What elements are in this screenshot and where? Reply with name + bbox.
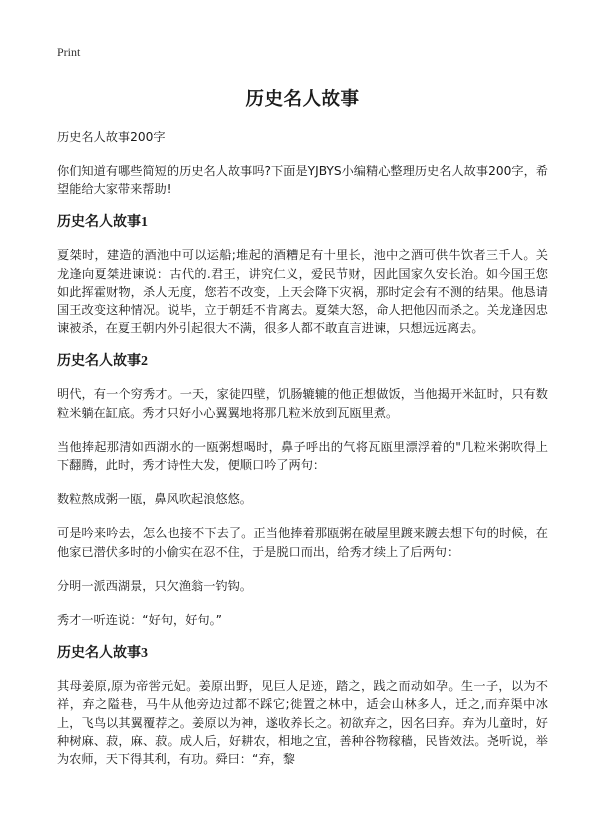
section-heading-3: 历史名人故事3 [57, 646, 148, 662]
poem-line-1: 数粒熬成粥一瓯，鼻风吹起浪悠悠。 [57, 492, 252, 507]
section-2-paragraph-1: 明代，有一个穷秀才。一天，家徒四壁，饥肠辘辘的他正想做饭，当他揭开米缸时，只有数粒米躺在缸底。秀才只好小心翼翼地将那几粒米放到瓦瓯里煮。 [57, 387, 548, 420]
section-heading-2: 历史名人故事2 [57, 354, 148, 370]
poem-line-2: 分明一派西湖景，只欠渔翁一钓钩。 [57, 578, 252, 593]
intro-paragraph: 你们知道有哪些简短的历史名人故事吗?下面是YJBYS小编精心整理历史名人故事200字，希望能给大家带来帮助! [57, 164, 548, 197]
document-title: 历史名人故事 [245, 89, 360, 110]
section-2-paragraph-6: 秀才一听连说：“好句，好句。” [57, 613, 222, 628]
document-subtitle: 历史名人故事200字 [57, 130, 166, 144]
section-2-paragraph-4: 可是吟来吟去，怎么也接不下去了。正当他捧着那瓯粥在破屋里踱来踱去想下句的时候，在他家已潜伏多时的小偷实在忍不住，于是脱口而出，给秀才续上了后两句： [57, 526, 548, 559]
print-link[interactable]: Print [57, 45, 81, 59]
section-heading-1: 历史名人故事1 [57, 215, 148, 231]
section-3-paragraph-1: 其母姜原,原为帝喾元妃。姜原出野，见巨人足迹，踏之，践之而动如孕。生一子，以为不祥，弃之隘巷，马牛从他旁边过都不踩它;徙置之林中，适会山林多人，迁之,而弃渠中冰上，飞鸟以其翼覆荐之。姜原以为神，遂收养长之。初欲弃之，因名曰弃。弃为儿童时，好种树麻、菽，麻、菽。成人后，好耕农，相地之宜，善种谷物稼穑，民皆效法。尧听说，举为农师，天下得其利，有功。舜曰：“弃，黎 [57, 679, 548, 767]
section-2-paragraph-2: 当他捧起那清如西湖水的一瓯粥想喝时，鼻子呼出的气将瓦瓯里漂浮着的"几粒米粥吹得上下翻腾，此时，秀才诗性大发，便顺口吟了两句： [57, 439, 548, 473]
section-1-paragraph-1: 夏桀时，建造的酒池中可以运船;堆起的酒糟足有十里长，池中之酒可供牛饮者三千人。关龙逢向夏桀进谏说：古代的.君王，讲究仁义，爱民节财，因此国家久安长治。如今国王您如此挥霍财物，杀人无度，您若不改变，上天会降下灾祸，那时定会有不测的结果。他恳请国王改变这种情况。说毕，立于朝廷不肯离去。夏桀大怒，命人把他囚而杀之。关龙逢因忠谏被杀，在夏王朝内外引起很大不满，很多人都不敢直言进谏，只想远远离去。 [57, 248, 548, 336]
